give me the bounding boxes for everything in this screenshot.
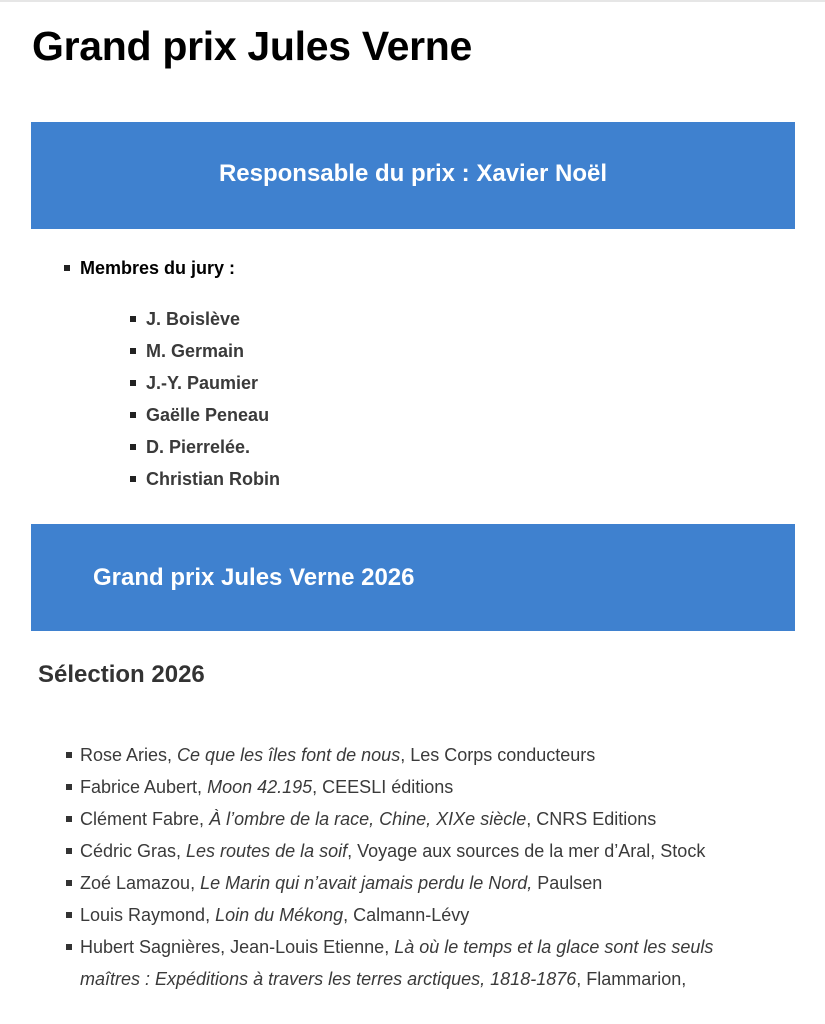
selection-book-title: À l’ombre de la race, Chine, XIXe siècle [209, 809, 527, 829]
jury-section [64, 256, 280, 495]
selection-list [64, 739, 754, 995]
selection-publisher: Paulsen [532, 873, 603, 893]
selection-author: Louis Raymond, [80, 905, 216, 925]
square-bullet-icon [130, 348, 136, 354]
selection-book-title: Loin du Mékong [215, 905, 344, 925]
square-bullet-icon [66, 944, 72, 950]
edition-banner [31, 524, 795, 631]
selection-item [64, 771, 754, 803]
selection-item [64, 931, 754, 995]
square-bullet-icon [66, 848, 72, 854]
selection-author: Rose Aries, [80, 745, 178, 765]
selection-publisher: , CNRS Editions [526, 809, 657, 829]
jury-heading-item [64, 256, 280, 495]
square-bullet-icon [130, 316, 136, 322]
selection-book-title: Là où le temps et la glace sont les seuls maîtres : Expéditions à travers les terres arctiques, 1818-1876 [80, 937, 714, 989]
jury-member-name: J.-Y. Paumier [146, 373, 259, 393]
selection-book-title: Ce que les îles font de nous [177, 745, 401, 765]
selection-author: Fabrice Aubert, [80, 777, 208, 797]
selection-author: Cédric Gras, [80, 841, 187, 861]
square-bullet-icon [66, 752, 72, 758]
square-bullet-icon [66, 880, 72, 886]
selection-author: Zoé Lamazou, [80, 873, 201, 893]
square-bullet-icon [130, 380, 136, 386]
prize-manager-banner [31, 122, 795, 229]
selection-publisher: , CEESLI éditions [312, 777, 454, 797]
selection-author: Hubert Sagnières, Jean-Louis Etienne, [80, 937, 395, 957]
edition-banner-text: Grand prix Jules Verne 2026 [93, 564, 415, 591]
selection-item [64, 739, 754, 771]
selection-item [64, 835, 754, 867]
selection-publisher: , Calmann-Lévy [343, 905, 470, 925]
jury-member-name: J. Boislève [146, 309, 241, 329]
jury-member-name: M. Germain [146, 341, 245, 361]
square-bullet-icon [66, 816, 72, 822]
selection-author: Clément Fabre, [80, 809, 210, 829]
prize-manager-text: Responsable du prix : Xavier Noël [218, 159, 608, 187]
jury-member [130, 303, 280, 335]
jury-heading: Membres du jury : [80, 258, 236, 278]
selection-publisher: , Flammarion, [576, 969, 687, 989]
square-bullet-icon [130, 444, 136, 450]
jury-member [130, 367, 280, 399]
jury-member [130, 335, 280, 367]
jury-member-name: D. Pierrelée. [146, 437, 251, 457]
jury-member-name: Christian Robin [146, 469, 280, 489]
selection-book-title: Les routes de la soif [186, 841, 348, 861]
page-title: Grand prix Jules Verne [32, 23, 473, 69]
jury-member [130, 463, 280, 495]
selection-heading: Sélection 2026 [38, 661, 205, 688]
selection-item [64, 803, 754, 835]
selection-publisher: , Voyage aux sources de la mer d’Aral, Stock [347, 841, 706, 861]
square-bullet-icon [66, 784, 72, 790]
selection-item [64, 867, 754, 899]
selection-publisher: , Les Corps conducteurs [400, 745, 596, 765]
selection-book-title: Le Marin qui n’avait jamais perdu le Nord, [200, 873, 533, 893]
top-divider [0, 0, 825, 2]
selection-item [64, 899, 754, 931]
selection-book-title: Moon 42.195 [207, 777, 313, 797]
jury-member-name: Gaëlle Peneau [146, 405, 270, 425]
jury-member [130, 431, 280, 463]
jury-member [130, 399, 280, 431]
square-bullet-icon [130, 412, 136, 418]
jury-members-list [130, 303, 280, 495]
square-bullet-icon [130, 476, 136, 482]
square-bullet-icon [64, 265, 70, 271]
square-bullet-icon [66, 912, 72, 918]
